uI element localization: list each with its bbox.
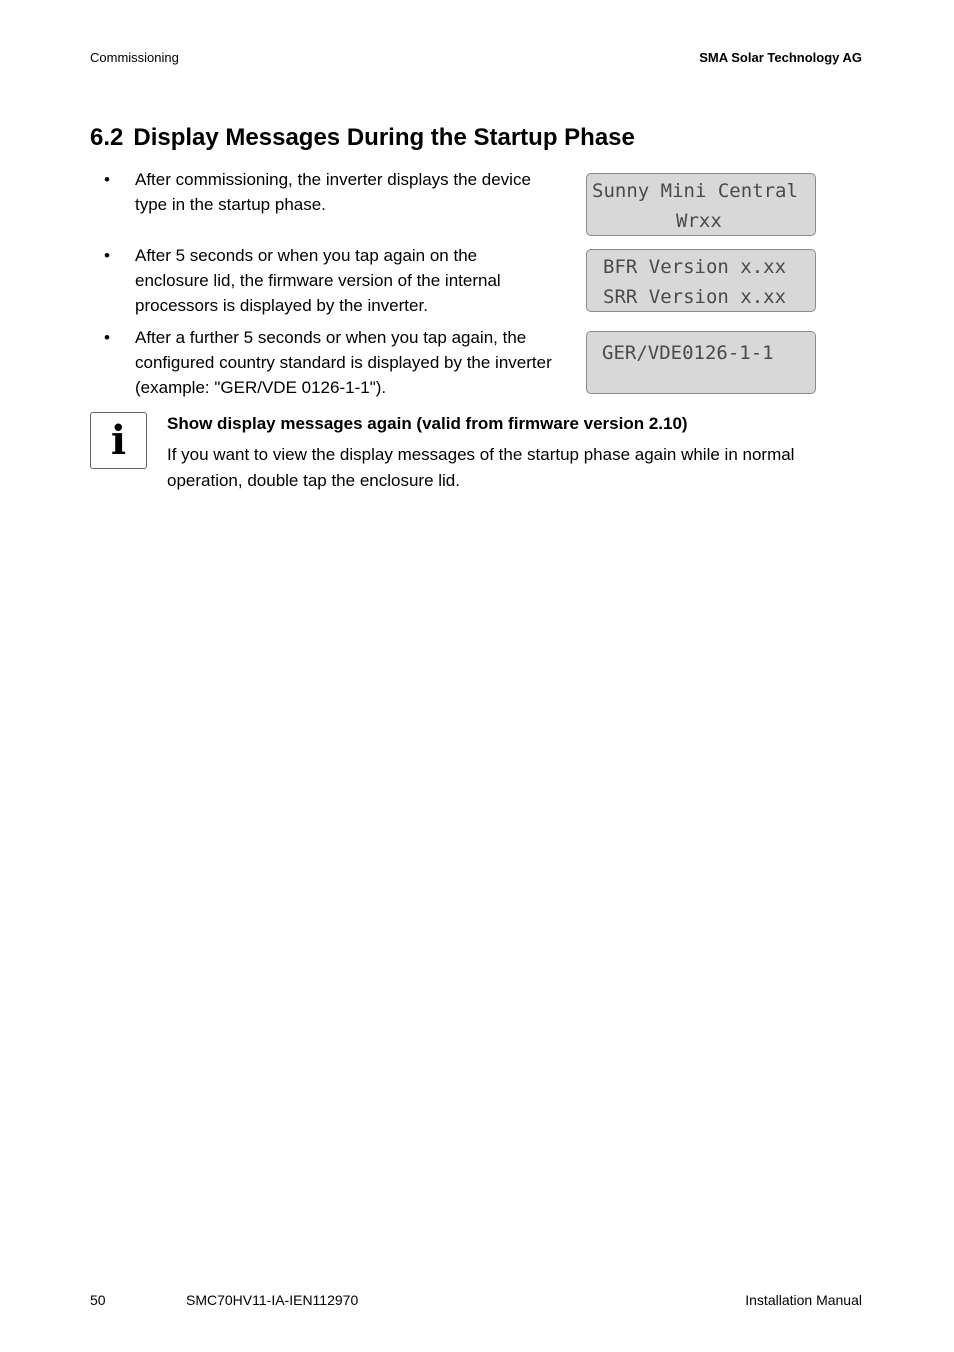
header-company: SMA Solar Technology AG (699, 50, 862, 65)
section-title (90, 124, 635, 152)
info-icon-glyph: i (110, 416, 127, 464)
section-title-text: Display Messages During the Startup Phase (133, 124, 635, 151)
footer-page-number: 50 (90, 1292, 106, 1308)
bullet-text: After a further 5 seconds or when you tap again, the configured country standard is displayed by the inverter (example: "GER/VDE 0126-1-1"). (135, 328, 552, 397)
display-device-type (586, 173, 816, 236)
footer-doc-id: SMC70HV11-IA-IEN112970 (186, 1292, 359, 1308)
note-body: If you want to view the display messages of the startup phase again while in normal operation, double tap the enclosure lid. (167, 445, 795, 490)
bullet-dot: • (104, 328, 110, 347)
bullet-text: After commissioning, the inverter displays the device type in the startup phase. (135, 170, 531, 214)
display-line: GER/VDE0126-1-1 (602, 342, 774, 364)
display-country-standard (586, 331, 816, 394)
note-title: Show display messages again (valid from firmware version 2.10) (167, 414, 688, 433)
bullet-dot: • (104, 246, 110, 265)
bullet-dot: • (104, 170, 110, 189)
display-line: SRR Version x.xx (603, 286, 787, 308)
footer-doc-type: Installation Manual (745, 1292, 862, 1308)
info-icon (90, 412, 147, 469)
bullet-text: After 5 seconds or when you tap again on the enclosure lid, the firmware version of the internal processors is displayed by the inverter. (135, 246, 501, 315)
display-line: Wrxx (676, 210, 722, 232)
display-firmware-version (586, 249, 816, 312)
display-line: Sunny Mini Central (592, 180, 798, 202)
header-section: Commissioning (90, 50, 179, 65)
display-line: BFR Version x.xx (603, 256, 787, 278)
section-number: 6.2 (90, 124, 124, 151)
